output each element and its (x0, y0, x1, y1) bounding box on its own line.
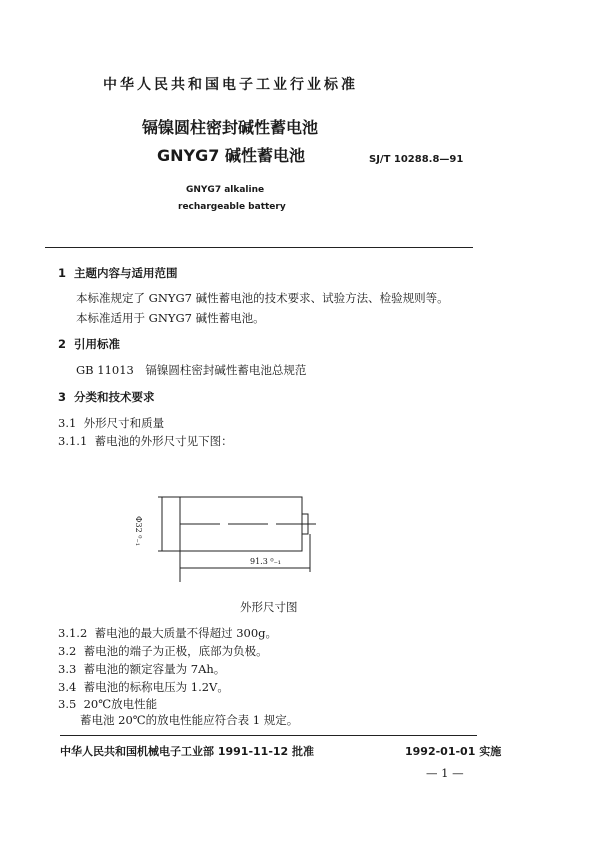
clause-3-4: 3.4 蓄电池的标称电压为 1.2V。 (58, 680, 229, 694)
section-1-para-2: 本标准适用于 GNYG7 碱性蓄电池。 (76, 311, 265, 325)
section-2-para-1: GB 11013 镉镍圆柱密封碱性蓄电池总规范 (76, 363, 307, 377)
title-line2: GNYG7 碱性蓄电池 (157, 146, 305, 165)
section-2-heading: 2 引用标准 (58, 337, 121, 351)
clause-3-5-body: 蓄电池 20℃的放电性能应符合表 1 规定。 (80, 713, 299, 727)
footer-rule (60, 735, 477, 736)
clause-3-1: 3.1 外形尺寸和质量 (58, 416, 165, 430)
battery-outline-drawing (150, 490, 350, 590)
clause-3-5: 3.5 20℃放电性能 (58, 697, 158, 711)
english-title-1: GNYG7 alkaline (186, 185, 265, 195)
clause-3-3: 3.3 蓄电池的额定容量为 7Ah。 (58, 662, 226, 676)
approval-line: 中华人民共和国机械电子工业部 1991-11-12 批准 (60, 745, 315, 758)
title-line1: 镉镍圆柱密封碱性蓄电池 (142, 118, 319, 137)
section-1-heading: 1 主题内容与适用范围 (58, 266, 178, 280)
section-3-heading: 3 分类和技术要求 (58, 390, 155, 404)
clause-3-1-1: 3.1.1 蓄电池的外形尺寸见下图： (58, 434, 233, 448)
standard-code: SJ/T 10288.8—91 (369, 154, 464, 165)
section-1-para-1: 本标准规定了 GNYG7 碱性蓄电池的技术要求、试验方法、检验规则等。 (76, 291, 449, 305)
diameter-label: Φ32 ⁰₋₁ (134, 516, 143, 546)
clause-3-1-2: 3.1.2 蓄电池的最大质量不得超过 300g。 (58, 626, 278, 640)
effective-date: 1992-01-01 实施 (405, 745, 502, 758)
figure-caption: 外形尺寸图 (240, 600, 298, 614)
page-number: — 1 — (426, 766, 464, 780)
header-rule (45, 247, 473, 248)
issuing-body: 中华人民共和国电子工业行业标准 (103, 77, 358, 93)
clause-3-2: 3.2 蓄电池的端子为正极，底部为负极。 (58, 644, 268, 658)
length-label: 91.3 ⁰₋₁ (250, 557, 281, 566)
english-title-2: rechargeable battery (178, 202, 286, 212)
